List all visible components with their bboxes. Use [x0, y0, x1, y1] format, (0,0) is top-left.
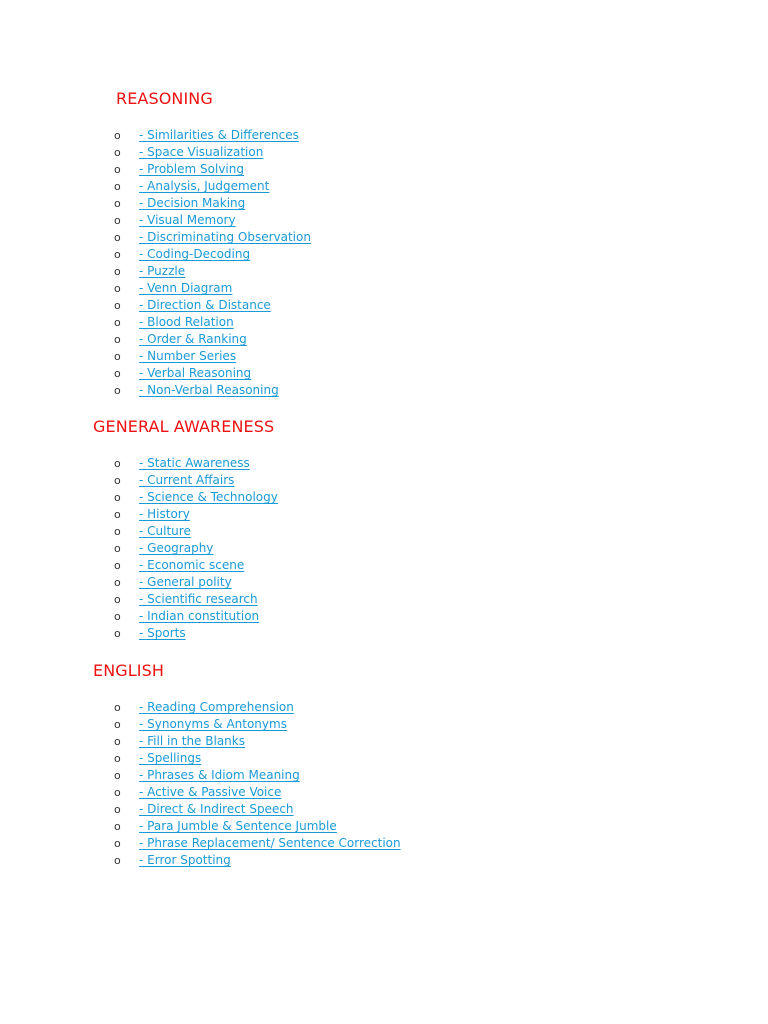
topic-link[interactable]: - Para Jumble & Sentence Jumble [139, 819, 337, 833]
topic-link[interactable]: - Non-Verbal Reasoning [139, 383, 279, 397]
bullet-icon: o [114, 718, 121, 731]
bullet-icon: o [114, 282, 121, 295]
bullet-icon: o [114, 129, 121, 142]
bullet-icon: o [114, 508, 121, 521]
section-heading-english: ENGLISH [93, 661, 164, 680]
topic-link[interactable]: - Order & Ranking [139, 332, 247, 346]
bullet-icon: o [114, 457, 121, 470]
bullet-icon: o [114, 491, 121, 504]
topic-link[interactable]: - Economic scene [139, 558, 245, 572]
bullet-icon: o [114, 525, 121, 538]
bullet-icon: o [114, 542, 121, 555]
topic-link[interactable]: - Science & Technology [139, 490, 278, 504]
bullet-icon: o [114, 146, 121, 159]
topic-link[interactable]: - Scientific research [139, 592, 258, 606]
topic-link[interactable]: - Problem Solving [139, 162, 244, 176]
topic-link[interactable]: - Decision Making [139, 196, 246, 210]
topic-link[interactable]: - Static Awareness [139, 456, 250, 470]
topic-link[interactable]: - Venn Diagram [139, 281, 233, 295]
topic-link[interactable]: - Active & Passive Voice [139, 785, 282, 799]
topic-link[interactable]: - Synonyms & Antonyms [139, 717, 287, 731]
bullet-icon: o [114, 265, 121, 278]
bullet-icon: o [114, 593, 121, 606]
bullet-icon: o [114, 735, 121, 748]
topic-link[interactable]: - History [139, 507, 190, 521]
topic-link[interactable]: - Coding-Decoding [139, 247, 251, 261]
topic-link[interactable]: - Analysis, Judgement [139, 179, 270, 193]
topic-link[interactable]: - Sports [139, 626, 186, 640]
topic-link[interactable]: - Visual Memory [139, 213, 236, 227]
topic-link[interactable]: - Indian constitution [139, 609, 260, 623]
bullet-icon: o [114, 752, 121, 765]
bullet-icon: o [114, 231, 121, 244]
topic-link[interactable]: - General polity [139, 575, 232, 589]
bullet-icon: o [114, 837, 121, 850]
bullet-icon: o [114, 163, 121, 176]
bullet-icon: o [114, 576, 121, 589]
bullet-icon: o [114, 559, 121, 572]
bullet-icon: o [114, 180, 121, 193]
bullet-icon: o [114, 214, 121, 227]
bullet-icon: o [114, 248, 121, 261]
bullet-icon: o [114, 769, 121, 782]
topic-link[interactable]: - Fill in the Blanks [139, 734, 245, 748]
bullet-icon: o [114, 803, 121, 816]
topic-link[interactable]: - Similarities & Differences [139, 128, 299, 142]
bullet-icon: o [114, 333, 121, 346]
bullet-icon: o [114, 627, 121, 640]
topic-link[interactable]: - Current Affairs [139, 473, 235, 487]
bullet-icon: o [114, 854, 121, 867]
bullet-icon: o [114, 820, 121, 833]
section-heading-reasoning: REASONING [116, 89, 213, 108]
topic-link[interactable]: - Number Series [139, 349, 237, 363]
bullet-icon: o [114, 701, 121, 714]
topic-link[interactable]: - Culture [139, 524, 191, 538]
topic-link[interactable]: - Error Spotting [139, 853, 231, 867]
bullet-icon: o [114, 299, 121, 312]
bullet-icon: o [114, 786, 121, 799]
topic-link[interactable]: - Space Visualization [139, 145, 264, 159]
topic-link[interactable]: - Direction & Distance [139, 298, 271, 312]
topic-link[interactable]: - Blood Relation [139, 315, 234, 329]
topic-link[interactable]: - Puzzle [139, 264, 186, 278]
topic-link[interactable]: - Discriminating Observation [139, 230, 311, 244]
bullet-icon: o [114, 197, 121, 210]
bullet-icon: o [114, 610, 121, 623]
topic-link[interactable]: - Phrase Replacement/ Sentence Correction [139, 836, 401, 850]
topic-link[interactable]: - Direct & Indirect Speech [139, 802, 294, 816]
topic-link[interactable]: - Geography [139, 541, 214, 555]
bullet-icon: o [114, 474, 121, 487]
topic-link[interactable]: - Phrases & Idiom Meaning [139, 768, 300, 782]
topic-link[interactable]: - Verbal Reasoning [139, 366, 252, 380]
bullet-icon: o [114, 367, 121, 380]
section-heading-general-awareness: GENERAL AWARENESS [93, 417, 275, 436]
bullet-icon: o [114, 316, 121, 329]
bullet-icon: o [114, 384, 121, 397]
topic-link[interactable]: - Spellings [139, 751, 202, 765]
bullet-icon: o [114, 350, 121, 363]
topic-link[interactable]: - Reading Comprehension [139, 700, 294, 714]
